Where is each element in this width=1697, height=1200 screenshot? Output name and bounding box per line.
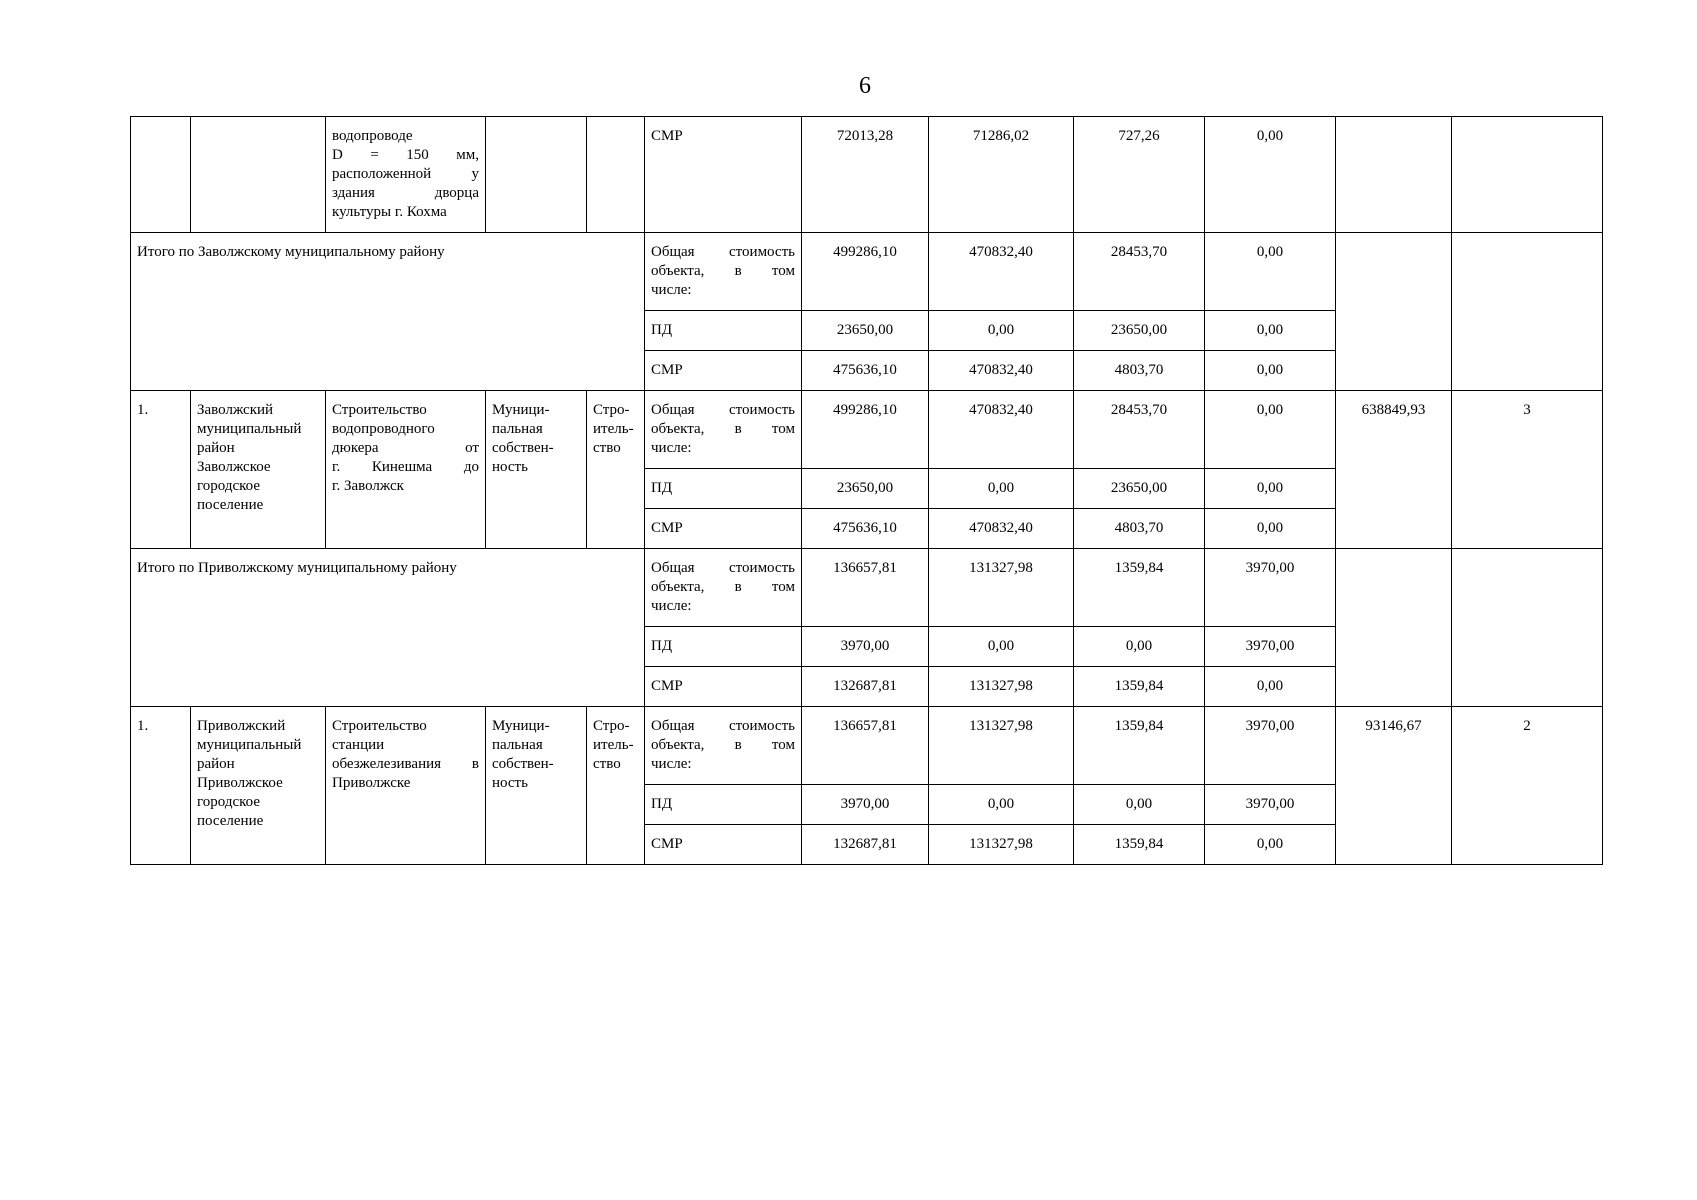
cell-index: 1. [131, 391, 191, 549]
cell-kind-label: Общая стоимость объекта, в том числе: [645, 233, 802, 311]
cell-kind-label: СМР [645, 509, 802, 549]
cell-object-name: Строительство водопроводного дюкера от г. Кинешма до г. Заволжск [326, 391, 486, 549]
cell-municipality [191, 117, 326, 233]
cell-value: 1359,84 [1074, 825, 1205, 865]
cell-value: 136657,81 [802, 707, 929, 785]
cell-value: 71286,02 [929, 117, 1074, 233]
cell-value: 131327,98 [929, 667, 1074, 707]
cell-value: 0,00 [1205, 311, 1336, 351]
cell-extra-count [1452, 233, 1603, 391]
cell-value: 1359,84 [1074, 549, 1205, 627]
cell-value: 0,00 [929, 469, 1074, 509]
cell-value: 475636,10 [802, 351, 929, 391]
cell-ownership: Муници- пальная собствен- ность [486, 391, 587, 549]
cell-municipality: Заволжский муниципальный район Заволжское городское поселение [191, 391, 326, 549]
cell-object-name: Строительство станции обезжелезивания в Приволжске [326, 707, 486, 865]
cell-value: 0,00 [1205, 509, 1336, 549]
cell-value: 0,00 [929, 311, 1074, 351]
cell-value: 0,00 [1205, 391, 1336, 469]
cell-value: 1359,84 [1074, 707, 1205, 785]
cell-value: 132687,81 [802, 667, 929, 707]
cell-value: 470832,40 [929, 391, 1074, 469]
section-total-title: Итого по Приволжскому муниципальному району [131, 549, 645, 707]
cell-extra-count [1452, 549, 1603, 707]
cell-municipality: Приволжский муниципальный район Приволжское городское поселение [191, 707, 326, 865]
cell-value: 132687,81 [802, 825, 929, 865]
cell-extra-count: 2 [1452, 707, 1603, 865]
cell-extra-value [1336, 549, 1452, 707]
cell-extra-value: 638849,93 [1336, 391, 1452, 549]
cell-value: 4803,70 [1074, 509, 1205, 549]
cell-kind-label: СМР [645, 117, 802, 233]
cell-value: 28453,70 [1074, 391, 1205, 469]
cell-work-type [587, 117, 645, 233]
cell-value: 136657,81 [802, 549, 929, 627]
cell-ownership [486, 117, 587, 233]
cell-value: 3970,00 [802, 627, 929, 667]
cell-index [131, 117, 191, 233]
cell-kind-label: ПД [645, 627, 802, 667]
cell-value: 3970,00 [802, 785, 929, 825]
cell-value: 470832,40 [929, 351, 1074, 391]
cell-value: 470832,40 [929, 233, 1074, 311]
cell-value: 131327,98 [929, 549, 1074, 627]
cell-extra-value: 93146,67 [1336, 707, 1452, 865]
page-number: 6 [859, 73, 871, 99]
table-row [131, 707, 1603, 785]
cell-value: 470832,40 [929, 509, 1074, 549]
cell-kind-label: ПД [645, 785, 802, 825]
cell-value: 0,00 [1205, 117, 1336, 233]
cell-value: 0,00 [1074, 785, 1205, 825]
investment-table [130, 116, 1603, 865]
cell-value: 0,00 [1074, 627, 1205, 667]
table-row [131, 391, 1603, 469]
cell-extra-value [1336, 117, 1452, 233]
cell-value: 23650,00 [802, 469, 929, 509]
cell-work-type: Стро- итель- ство [587, 391, 645, 549]
cell-value: 23650,00 [802, 311, 929, 351]
cell-value: 131327,98 [929, 707, 1074, 785]
cell-kind-label: Общая стоимость объекта, в том числе: [645, 391, 802, 469]
cell-value: 0,00 [929, 785, 1074, 825]
cell-work-type: Стро- итель- ство [587, 707, 645, 865]
cell-value: 3970,00 [1205, 627, 1336, 667]
cell-value: 0,00 [1205, 469, 1336, 509]
cell-extra-value [1336, 233, 1452, 391]
cell-value: 28453,70 [1074, 233, 1205, 311]
cell-kind-label: ПД [645, 311, 802, 351]
cell-kind-label: СМР [645, 667, 802, 707]
cell-value: 0,00 [929, 627, 1074, 667]
cell-value: 727,26 [1074, 117, 1205, 233]
cell-value: 4803,70 [1074, 351, 1205, 391]
cell-value: 0,00 [1205, 233, 1336, 311]
cell-kind-label: СМР [645, 825, 802, 865]
cell-value: 0,00 [1205, 667, 1336, 707]
cell-value: 0,00 [1205, 825, 1336, 865]
cell-object-name: водопроводе D = 150 мм, расположенной у здания дворца культуры г. Кохма [326, 117, 486, 233]
cell-value: 23650,00 [1074, 469, 1205, 509]
cell-kind-label: ПД [645, 469, 802, 509]
cell-extra-count: 3 [1452, 391, 1603, 549]
cell-value: 3970,00 [1205, 707, 1336, 785]
cell-kind-label: Общая стоимость объекта, в том числе: [645, 707, 802, 785]
cell-value: 3970,00 [1205, 785, 1336, 825]
cell-value: 131327,98 [929, 825, 1074, 865]
cell-value: 23650,00 [1074, 311, 1205, 351]
cell-value: 3970,00 [1205, 549, 1336, 627]
cell-value: 499286,10 [802, 391, 929, 469]
section-total-title: Итого по Заволжскому муниципальному району [131, 233, 645, 391]
cell-kind-label: СМР [645, 351, 802, 391]
cell-value: 499286,10 [802, 233, 929, 311]
cell-value: 72013,28 [802, 117, 929, 233]
cell-value: 475636,10 [802, 509, 929, 549]
cell-index: 1. [131, 707, 191, 865]
table-row [131, 233, 1603, 311]
cell-extra-count [1452, 117, 1603, 233]
cell-ownership: Муници- пальная собствен- ность [486, 707, 587, 865]
cell-value: 0,00 [1205, 351, 1336, 391]
table-row [131, 549, 1603, 627]
cell-value: 1359,84 [1074, 667, 1205, 707]
cell-kind-label: Общая стоимость объекта, в том числе: [645, 549, 802, 627]
table-row [131, 117, 1603, 233]
